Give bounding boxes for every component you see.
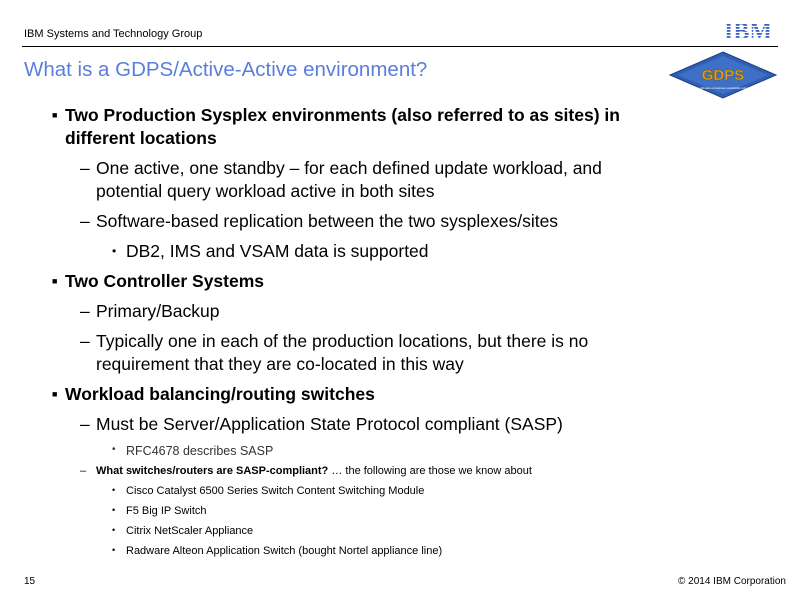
header-group-label: IBM Systems and Technology Group <box>24 28 203 40</box>
dash-bullet-icon: – <box>80 331 90 351</box>
bullet-level1 <box>50 383 650 406</box>
bullet-level3 <box>50 483 650 499</box>
dot-bullet-icon: • <box>112 525 116 535</box>
bullet-text: Two Controller Systems <box>65 271 265 291</box>
page-title: What is a GDPS/Active-Active environment? <box>24 58 428 81</box>
bullet-text: Citrix NetScaler Appliance <box>126 525 254 537</box>
copyright-notice: © 2014 IBM Corporation <box>678 576 786 587</box>
bullet-level1 <box>50 104 650 150</box>
dot-bullet-icon: • <box>112 444 116 455</box>
gdps-badge-text: GDPS <box>701 67 745 84</box>
bullet-text: Workload balancing/routing switches <box>65 384 375 404</box>
bullet-level2 <box>50 210 650 233</box>
bullet-text: F5 Big IP Switch <box>126 505 207 517</box>
bullet-text: Two Production Sysplex environments (also referred to as sites) in different locations <box>65 105 620 148</box>
dot-bullet-icon: • <box>112 485 116 495</box>
bullet-level3 <box>50 523 650 539</box>
bullet-text: Radware Alteon Application Switch (bought Nortel appliance line) <box>126 545 443 557</box>
dot-bullet-icon: • <box>112 545 116 555</box>
bullet-level2 <box>50 463 650 479</box>
bullet-text: DB2, IMS and VSAM data is supported <box>126 241 429 261</box>
bullet-text-bold: What switches/routers are SASP-compliant? <box>96 465 329 477</box>
dot-bullet-icon: • <box>112 505 116 515</box>
dash-bullet-icon: – <box>80 301 90 321</box>
bullet-text: Software-based replication between the two sysplexes/sites <box>96 211 559 231</box>
bullet-level3 <box>50 443 650 459</box>
square-bullet-icon: ■ <box>52 276 58 286</box>
bullet-text: Cisco Catalyst 6500 Series Switch Content Switching Module <box>126 485 425 497</box>
bullet-text: … the following are those we know about <box>328 465 532 477</box>
dash-bullet-icon: – <box>80 414 90 434</box>
gdps-badge-tagline: The ultimate e-business availability solution <box>694 86 752 90</box>
square-bullet-icon: ■ <box>52 389 58 399</box>
ibm-logo-text: IBM <box>724 19 772 42</box>
bullet-level1 <box>50 270 650 293</box>
bullet-level2 <box>50 300 650 323</box>
ibm-logo <box>718 18 778 42</box>
header-divider <box>22 46 778 47</box>
bullet-text: Primary/Backup <box>96 301 220 321</box>
slide-content <box>50 104 650 563</box>
bullet-level2 <box>50 330 650 376</box>
dash-bullet-icon: – <box>80 211 90 231</box>
dash-bullet-icon: – <box>80 465 87 477</box>
bullet-level3 <box>50 240 650 263</box>
bullet-text: One active, one standby – for each defined update workload, and potential query workload active in both sites <box>96 158 602 201</box>
dot-bullet-icon: • <box>112 244 117 258</box>
bullet-text: Typically one in each of the production locations, but there is no requirement that they are co-located in this way <box>96 331 589 374</box>
bullet-text: RFC4678 describes SASP <box>126 444 274 458</box>
dash-bullet-icon: – <box>80 158 90 178</box>
bullet-level3 <box>50 543 650 559</box>
gdps-badge <box>668 50 778 100</box>
square-bullet-icon: ■ <box>52 110 58 120</box>
page-number: 15 <box>24 576 36 587</box>
bullet-level3 <box>50 503 650 519</box>
bullet-level2 <box>50 413 650 436</box>
bullet-text: Must be Server/Application State Protocol compliant (SASP) <box>96 414 563 434</box>
bullet-level2 <box>50 157 650 203</box>
